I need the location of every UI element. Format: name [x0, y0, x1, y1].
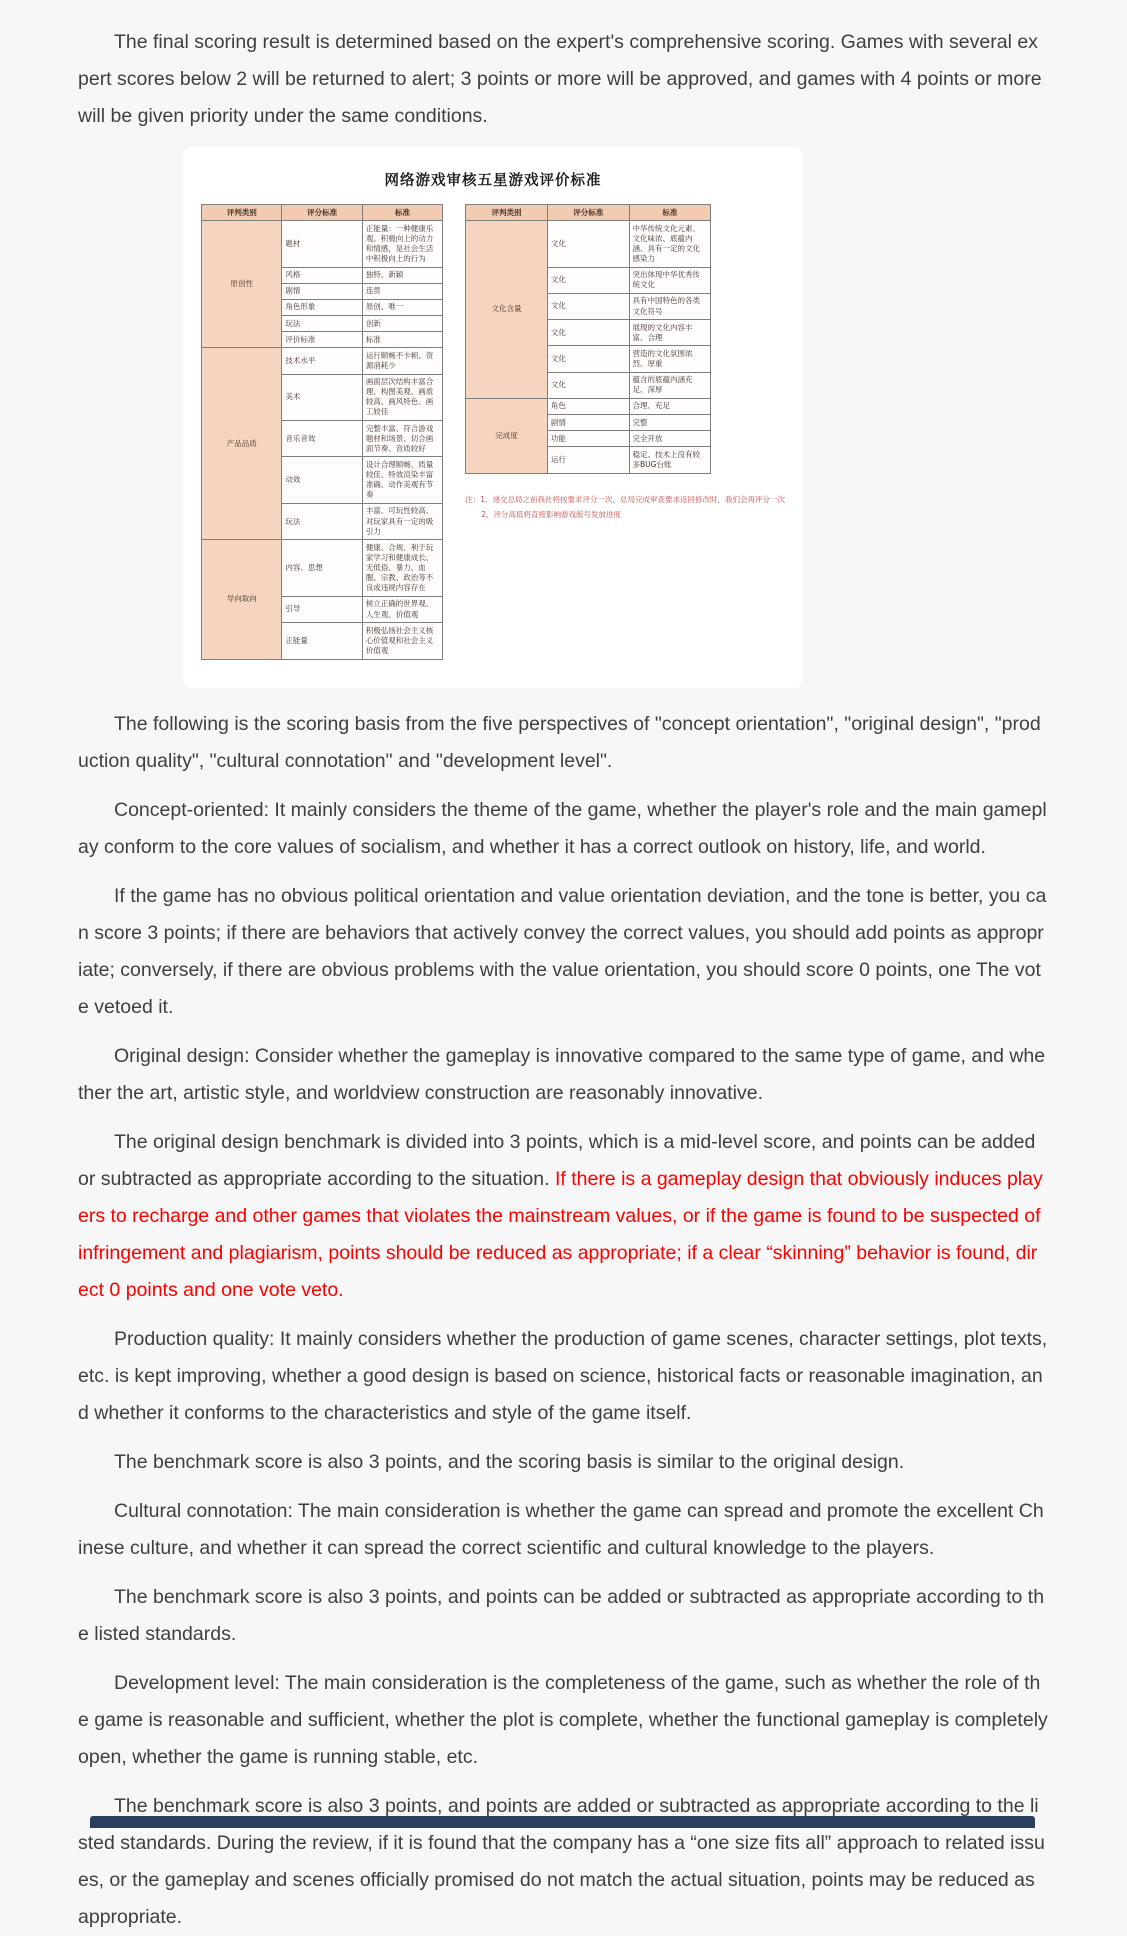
standard-cell: 正能量：一种健康乐观、积极向上的动力和情感，是社会生活中积极向上的行为 [362, 221, 442, 268]
criteria-cell: 技术水平 [282, 348, 362, 374]
criteria-cell: 玩法 [282, 316, 362, 332]
standard-cell: 营造的文化氛围浓烈、厚重 [629, 346, 711, 372]
standard-cell: 运行顺畅不卡顿、资源消耗少 [362, 348, 442, 374]
paragraph-development-benchmark: The benchmark score is also 3 points, and points are added or subtracted as appropriate according to the listed standards. During the review, if it is found that the company has a “one size fits all” approach to related issues, or the gameplay and scenes officially promised do not match the actual situation, points may be reduced as appropriate. [78, 1794, 1045, 1928]
paragraph-concept-oriented: Concept-oriented: It mainly considers the theme of the game, whether the player's role and the main gameplay conform to the core values of socialism, and whether it has a correct outlook on history, life, and world. [78, 798, 1047, 858]
right-review-table [465, 204, 711, 474]
column-header: 评分标准 [547, 205, 629, 221]
criteria-cell: 评价标准 [282, 332, 362, 348]
paragraph-development-level: Development level: The main consideration is the completeness of the game, such as whether the role of the game is reasonable and sufficient, whether the plot is complete, whether the functional gameplay is completely open, whether the game is running stable, etc. [78, 1671, 1048, 1768]
table-title: 网络游戏审核五星游戏评价标准 [384, 173, 602, 189]
paragraph-production-benchmark: The benchmark score is also 3 points, and the scoring basis is similar to the original design. [114, 1450, 905, 1473]
standard-cell: 独特、新颖 [362, 267, 442, 283]
standard-cell: 中华传统文化元素、文化味浓、底蕴内涵、具有一定的文化感染力 [629, 221, 711, 268]
criteria-cell: 正能量 [282, 623, 362, 659]
evaluation-standard-image [183, 147, 803, 688]
standard-cell: 丰富、可玩性较高、对玩家具有一定的吸引力 [362, 503, 442, 539]
column-header: 评判类别 [466, 205, 548, 221]
standard-cell: 画面层次结构丰富合理、构图美观、画质较高、画风特色、画工较佳 [362, 374, 442, 421]
header-row [466, 205, 711, 221]
category-cell: 文化含量 [466, 221, 548, 399]
table-row [202, 540, 443, 597]
standard-cell: 原创、唯一 [362, 299, 442, 315]
table-notes [465, 492, 785, 524]
benchmark-red-warning-text: If there is a gameplay design that obviously induces players to recharge and other games that violates the mainstream values, or if the game is found to be suspected of infringement and plagiarism, points should be reduced as appropriate; if a clear “skinning” behavior is found, direct 0 points and one vote veto. [78, 1167, 1043, 1301]
standard-cell: 展现的文化内容丰富、合理 [629, 320, 711, 346]
criteria-cell: 文化 [547, 267, 629, 293]
category-cell: 原创性 [202, 221, 282, 348]
column-header: 标准 [629, 205, 711, 221]
standard-cell: 合理、充足 [629, 398, 711, 414]
table-row [202, 221, 443, 268]
standard-cell: 创新 [362, 316, 442, 332]
note-line: 2、评分高低将直接影响游戏版号发放进度 [481, 510, 621, 520]
benchmark-normal-text: The original design benchmark is divided into 3 points, which is a mid-level score, and points can be added or subtracted as appropriate according to the situation. [78, 1130, 1036, 1190]
criteria-cell: 风格 [282, 267, 362, 283]
criteria-cell: 角色 [547, 398, 629, 414]
criteria-cell: 音乐音效 [282, 421, 362, 457]
criteria-cell: 角色形象 [282, 299, 362, 315]
standard-cell: 积极弘扬社会主义核心价值观和社会主义价值观 [362, 623, 442, 659]
standard-cell: 连贯 [362, 283, 442, 299]
paragraph-original-design-benchmark [78, 1124, 1048, 1309]
criteria-cell: 文化 [547, 372, 629, 398]
criteria-cell: 功能 [547, 431, 629, 447]
standard-cell: 设计合理顺畅、质量较佳、特效渲染丰富准确、动作美观有节奏 [362, 457, 442, 504]
table-row [202, 348, 443, 374]
column-header: 标准 [362, 205, 442, 221]
paragraph-production-quality: Production quality: It mainly considers whether the production of game scenes, character settings, plot texts, etc. is kept improving, whether a good design is based on science, historical facts or reasonable imagination, and whether it conforms to the characteristics and style of the game itself. [78, 1327, 1048, 1424]
note-line: 注：1、递交总局之前我社将按要求评分一次，总局完成审查要求返回修改时，我们会再评分一次 [465, 494, 785, 504]
criteria-cell: 文化 [547, 221, 629, 268]
criteria-cell: 题材 [282, 221, 362, 268]
table-row [466, 398, 711, 414]
table-row [466, 221, 711, 268]
standard-cell: 健康、合规、利于玩家学习和健康成长、无低俗、暴力、血腥、宗教、政治等不良或违规内容存在 [362, 540, 442, 597]
paragraph-concept-scoring: If the game has no obvious political orientation and value orientation deviation, and the tone is better, you can score 3 points; if there are behaviors that actively convey the correct values, you should add points as appropriate; conversely, if there are obvious problems with the value orientation, you should score 0 points, one The vote vetoed it. [78, 884, 1047, 1018]
criteria-cell: 动效 [282, 457, 362, 504]
standard-cell: 完整丰富、符合游戏题材和场景、切合画面节奏、音质较好 [362, 421, 442, 457]
standard-cell: 完全开放 [629, 431, 711, 447]
criteria-cell: 剧情 [282, 283, 362, 299]
criteria-cell: 美术 [282, 374, 362, 421]
criteria-cell: 文化 [547, 293, 629, 319]
right-column [465, 204, 785, 523]
bottom-dark-bar [90, 1816, 1035, 1828]
header-row [202, 205, 443, 221]
paragraph-cultural-benchmark: The benchmark score is also 3 points, and points can be added or subtracted as appropriate according to the listed standards. [78, 1585, 1045, 1645]
standard-cell: 具有中国特色的各类文化符号 [629, 293, 711, 319]
category-cell: 产品品质 [202, 348, 282, 540]
standard-cell: 突出体现中华优秀传统文化 [629, 267, 711, 293]
criteria-cell: 引导 [282, 596, 362, 622]
standard-cell: 标准 [362, 332, 442, 348]
criteria-cell: 玩法 [282, 503, 362, 539]
standard-cell: 稳定、技术上没有较多BUG台账 [629, 447, 711, 473]
paragraph-five-perspectives: The following is the scoring basis from the five perspectives of "concept orientation", "original design", "production quality", "cultural connotation" and "development level". [78, 712, 1041, 772]
article-body [78, 0, 1048, 1936]
criteria-cell: 内容、思想 [282, 540, 362, 597]
standard-cell: 完整 [629, 415, 711, 431]
standard-cell: 蕴含的底蕴内涵充足、深厚 [629, 372, 711, 398]
column-header: 评分标准 [282, 205, 362, 221]
criteria-cell: 运行 [547, 447, 629, 473]
criteria-cell: 剧情 [547, 415, 629, 431]
left-review-table [201, 204, 443, 660]
tables-row [201, 204, 785, 660]
paragraph-final-scoring: The final scoring result is determined based on the expert's comprehensive scoring. Games with several expert scores below 2 will be returned to alert; 3 points or more will be approved, and games with 4 points or more will be given priority under the same conditions. [78, 31, 1042, 127]
paragraph-cultural-connotation: Cultural connotation: The main consideration is whether the game can spread and promote the excellent Chinese culture, and whether it can spread the correct scientific and cultural knowledge to the players. [78, 1499, 1044, 1559]
standard-cell: 树立正确的世界观、人生观、价值观 [362, 596, 442, 622]
criteria-cell: 文化 [547, 320, 629, 346]
column-header: 评判类别 [202, 205, 282, 221]
paragraph-original-design: Original design: Consider whether the gameplay is innovative compared to the same type of game, and whether the art, artistic style, and worldview construction are reasonably innovative. [78, 1044, 1046, 1104]
category-cell: 完成度 [466, 398, 548, 473]
criteria-cell: 文化 [547, 346, 629, 372]
category-cell: 导向取向 [202, 540, 282, 659]
